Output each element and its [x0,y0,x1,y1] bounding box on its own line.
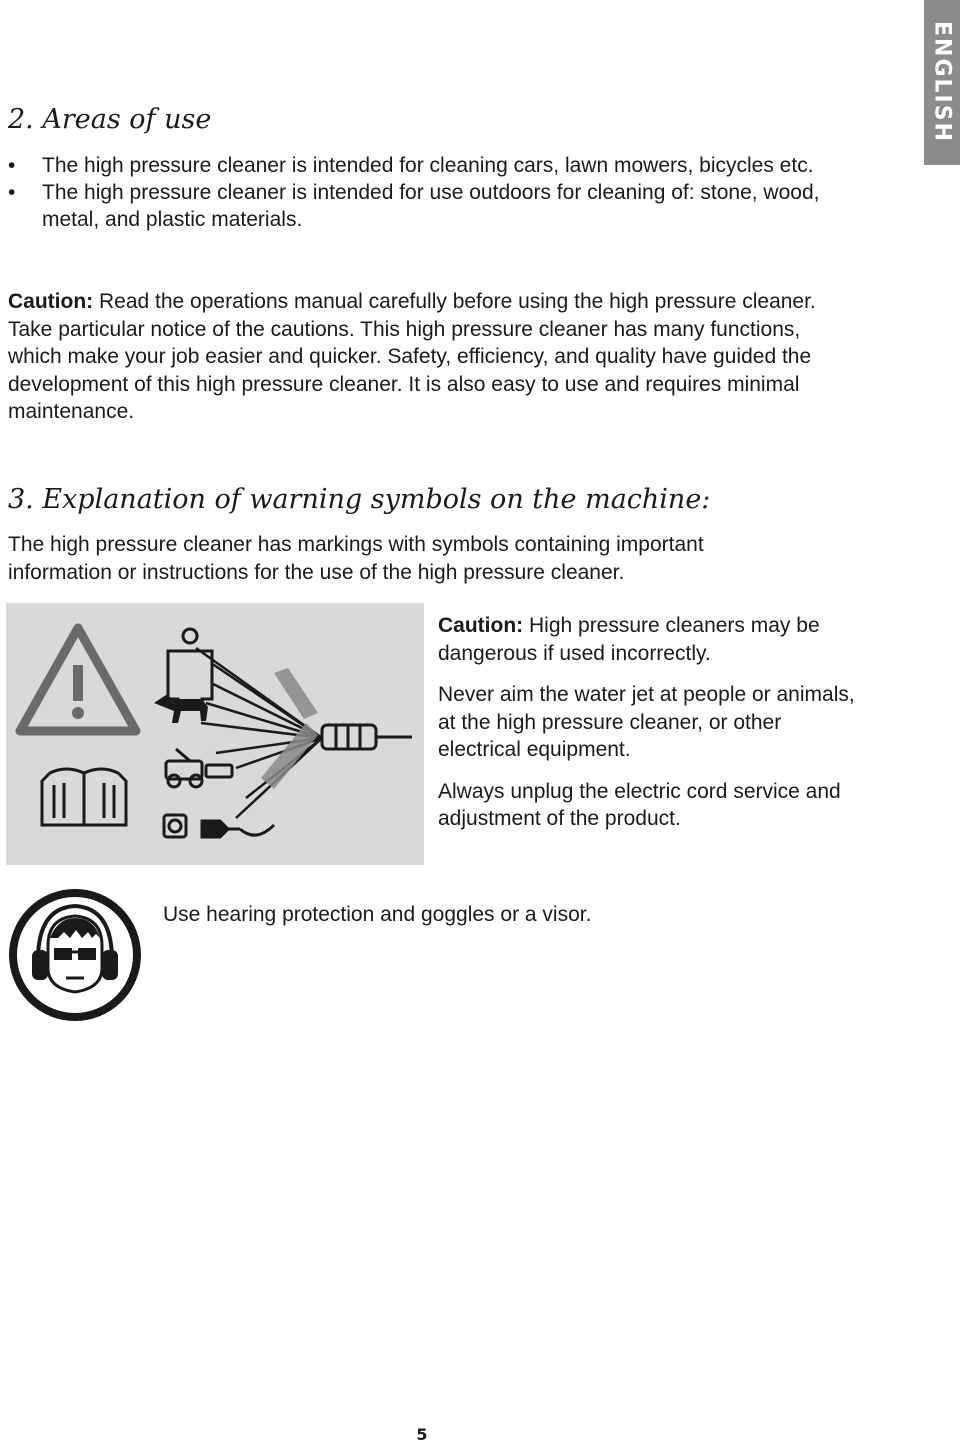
caution-paragraph [8,288,848,426]
hearing-goggles-icon [8,888,142,1027]
areas-of-use-list [8,152,848,233]
list-item: • The high pressure cleaner is intended for cleaning cars, lawn mowers, bicycles etc. [8,152,848,179]
never-aim-text: Never aim the water jet at people or animals, at the high pressure cleaner, or other electrical equipment. [438,683,855,761]
vehicle-icon [166,749,232,787]
manual-book-icon [42,769,126,825]
section-2-number: 2. [8,104,34,135]
section-3-title: Explanation of warning symbols on the machine: [42,484,711,515]
caution-dangerous-body: High pressure cleaners may be dangerous if used incorrectly. [438,614,820,665]
page-number: 5 [416,1425,428,1444]
caution-label: Caution: [438,614,524,637]
socket-plug-icon [164,815,274,837]
section-2-title: Areas of use [42,104,212,135]
caution-block [438,612,858,847]
section-3-intro: The high pressure cleaner has markings with symbols containing important information or instructions for the use of the high pressure cleaner. [8,533,704,584]
warning-triangle-icon [20,628,136,731]
warning-symbols-figure [6,603,424,865]
person-icon [168,629,212,709]
list-item: • The high pressure cleaner is intended for use outdoors for cleaning of: stone, wood, metal, and plastic materials. [8,179,848,233]
unplug-text: Always unplug the electric cord service and adjustment of the product. [438,779,841,830]
language-tab [924,0,960,165]
dog-icon [154,695,208,723]
section-3-heading [8,484,710,515]
caution-dangerous-text [438,612,858,667]
section-3-number: 3. [8,484,34,515]
ppe-instruction-text: Use hearing protection and goggles or a visor. [163,903,592,926]
warning-symbols-icon [6,603,424,865]
spray-gun-icon [322,725,412,749]
language-tab-label: ENGLISH [929,21,955,143]
caution-label: Caution: [8,290,94,313]
caution-text: Read the operations manual carefully before using the high pressure cleaner. Take particular notice of the cautions. This high pressure cleaner has many functions, which make your job easier and quicker. Safety, efficiency, and quality have guided the development of this high pressure cleaner. It is also easy to use and requires minimal maintenance. [8,290,816,423]
section-2-heading [8,104,211,135]
